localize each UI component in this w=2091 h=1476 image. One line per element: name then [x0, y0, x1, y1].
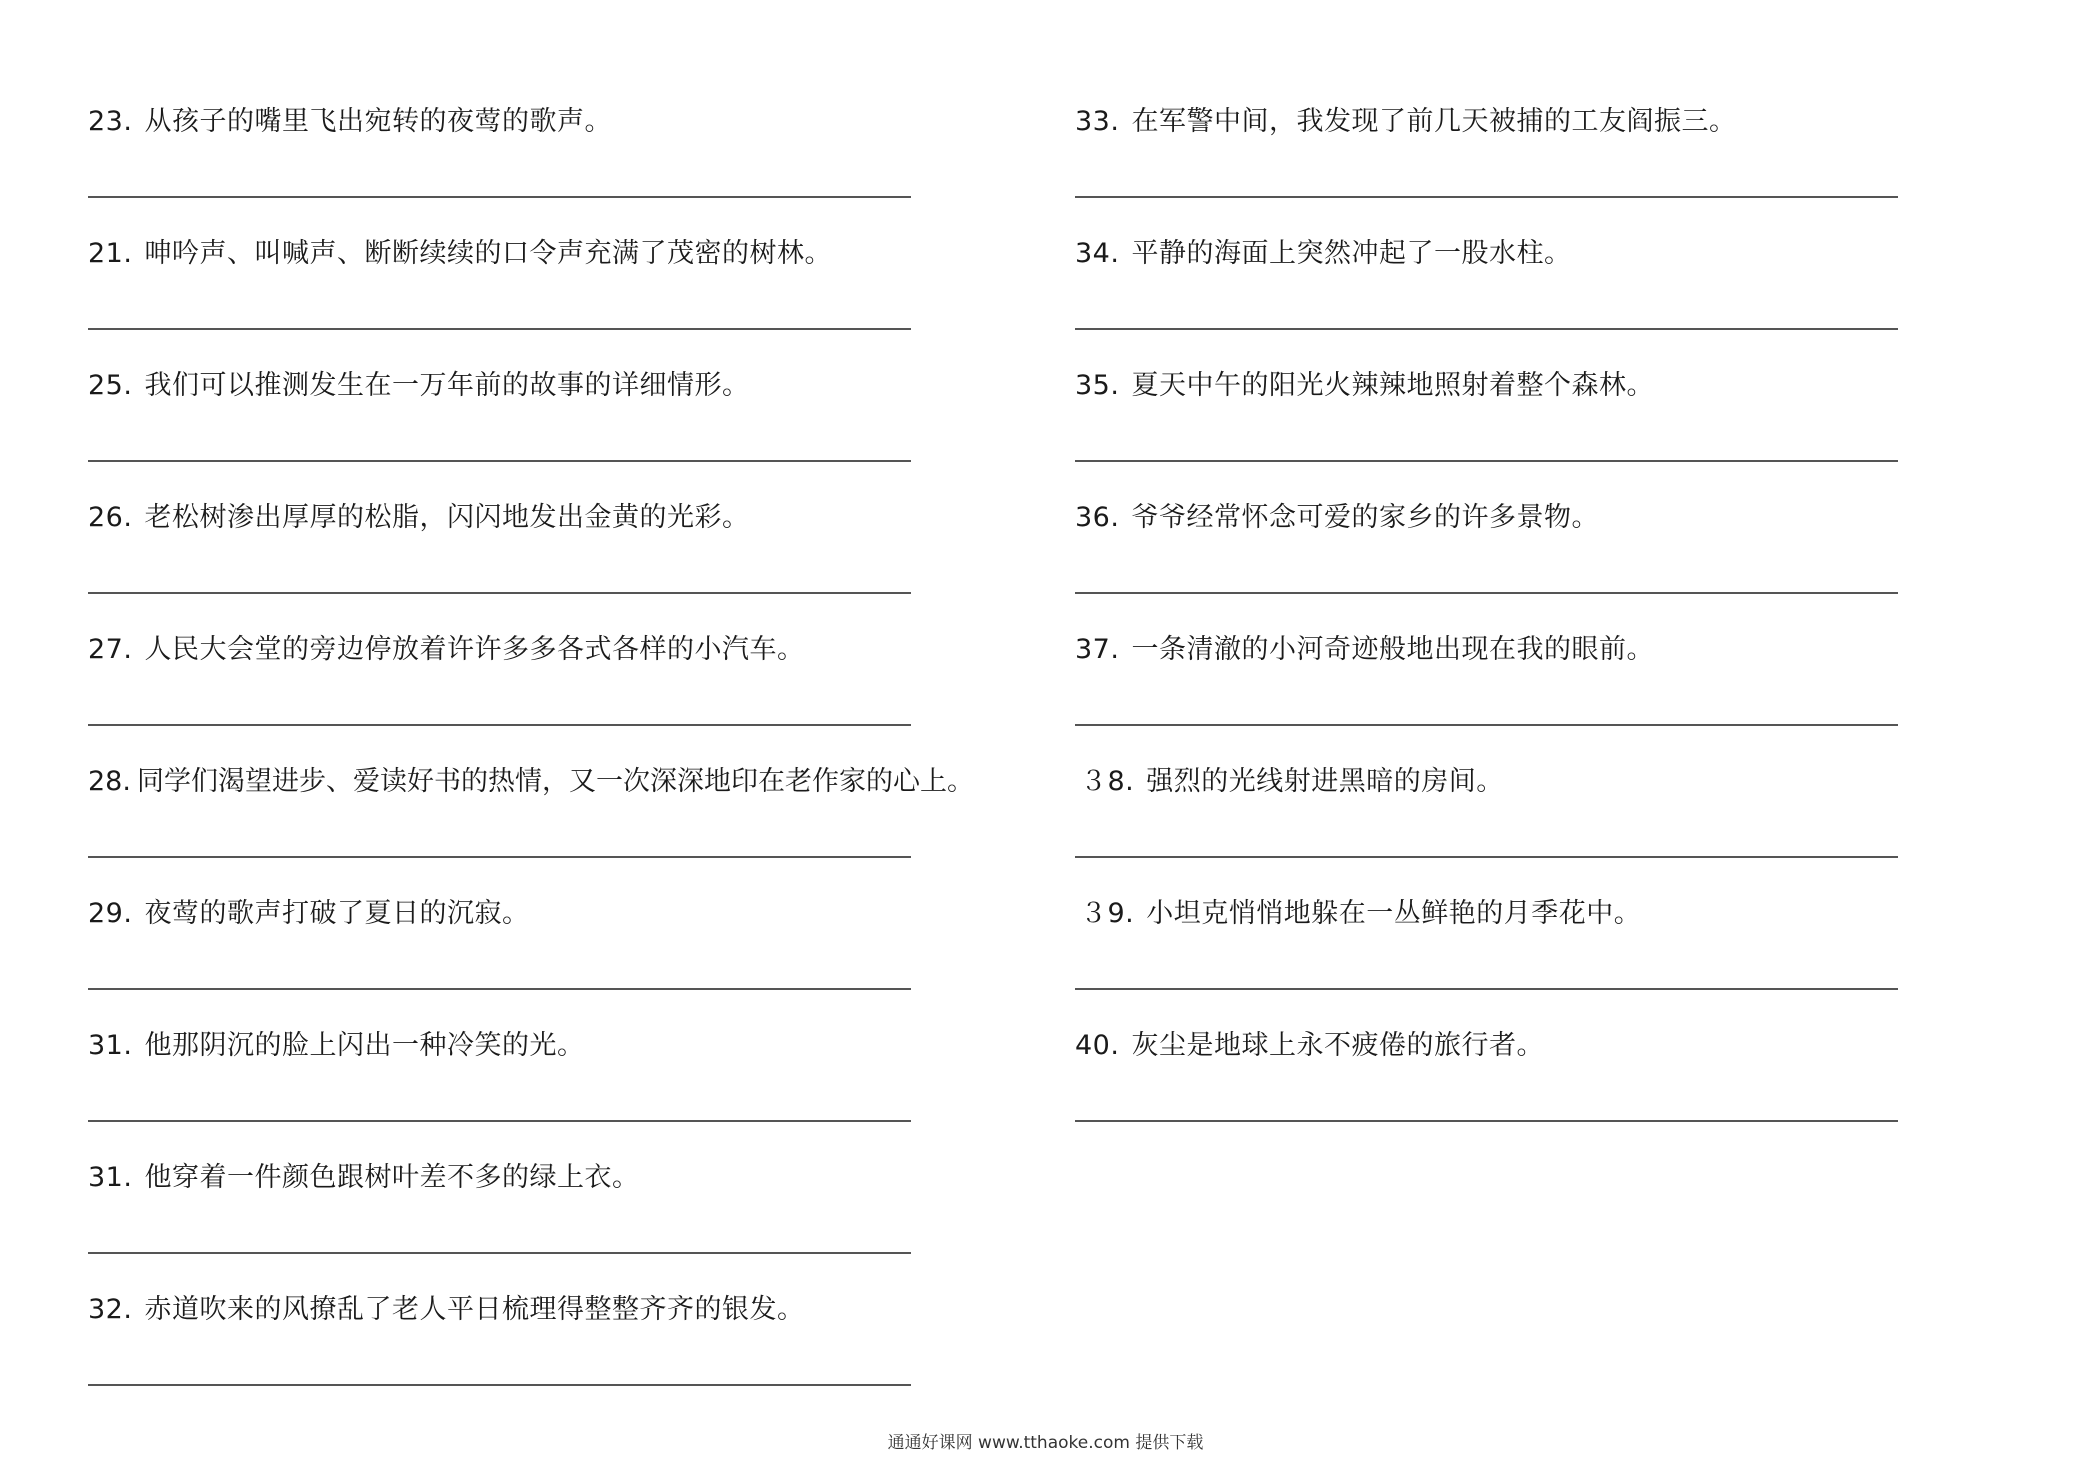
exercise-number: 26.	[88, 502, 133, 533]
sentence-text: 一条清澈的小河奇迹般地出现在我的眼前。	[1131, 634, 1654, 665]
sentence-text: 呻吟声、叫喊声、断断续续的口令声充满了茂密的树林。	[144, 238, 832, 269]
exercise-sentence	[88, 368, 749, 404]
sentence-text: 人民大会堂的旁边停放着许许多多各式各样的小汽车。	[144, 634, 805, 665]
exercise-number: 34.	[1075, 238, 1120, 269]
exercise-sentence	[1080, 764, 1504, 800]
exercise-number: 27.	[88, 634, 133, 665]
exercise-number: 35.	[1075, 370, 1120, 401]
sentence-text: 老松树渗出厚厚的松脂，闪闪地发出金黄的光彩。	[144, 502, 750, 533]
exercise-sentence	[1075, 1028, 1544, 1064]
answer-line[interactable]	[88, 988, 911, 990]
sentence-text: 夜莺的歌声打破了夏日的沉寂。	[144, 898, 530, 929]
exercise-number: 40.	[1075, 1030, 1120, 1061]
sentence-text: 同学们渴望进步、爱读好书的热情，又一次深深地印在老作家的心上。	[136, 766, 974, 797]
exercise-number: 25.	[88, 370, 133, 401]
answer-line[interactable]	[88, 1252, 911, 1254]
sentence-text: 强烈的光线射进黑暗的房间。	[1146, 766, 1504, 797]
answer-line[interactable]	[88, 328, 911, 330]
sentence-text: 小坦克悄悄地躲在一丛鲜艳的月季花中。	[1146, 898, 1642, 929]
exercise-number: 36.	[1075, 502, 1120, 533]
exercise-number: ３9.	[1080, 898, 1135, 929]
answer-line[interactable]	[1075, 856, 1898, 858]
exercise-sentence	[1080, 896, 1641, 932]
exercise-sentence	[1075, 632, 1654, 668]
exercise-number: 33.	[1075, 106, 1120, 137]
exercise-sentence	[88, 1160, 639, 1196]
exercise-number: 37.	[1075, 634, 1120, 665]
exercise-sentence	[88, 764, 974, 800]
exercise-number: 32.	[88, 1294, 133, 1325]
sentence-text: 我们可以推测发生在一万年前的故事的详细情形。	[144, 370, 750, 401]
sentence-text: 爷爷经常怀念可爱的家乡的许多景物。	[1131, 502, 1599, 533]
exercise-number: 21.	[88, 238, 133, 269]
exercise-number: 23.	[88, 106, 133, 137]
answer-line[interactable]	[1075, 196, 1898, 198]
exercise-sentence	[88, 1292, 804, 1328]
answer-line[interactable]	[88, 1120, 911, 1122]
sentence-text: 灰尘是地球上永不疲倦的旅行者。	[1131, 1030, 1544, 1061]
exercise-sentence	[1075, 500, 1599, 536]
exercise-sentence	[1075, 104, 1736, 140]
exercise-sentence	[1075, 368, 1654, 404]
exercise-number: 28.	[88, 766, 131, 797]
answer-line[interactable]	[88, 460, 911, 462]
footer-credit: 通通好课网 www.tthaoke.com 提供下载	[887, 1433, 1204, 1453]
sentence-text: 平静的海面上突然冲起了一股水柱。	[1131, 238, 1572, 269]
answer-line[interactable]	[1075, 592, 1898, 594]
answer-line[interactable]	[88, 592, 911, 594]
answer-line[interactable]	[1075, 460, 1898, 462]
exercise-sentence	[88, 896, 529, 932]
answer-line[interactable]	[88, 856, 911, 858]
answer-line[interactable]	[1075, 988, 1898, 990]
answer-line[interactable]	[88, 1384, 911, 1386]
exercise-sentence	[88, 500, 749, 536]
answer-line[interactable]	[1075, 328, 1898, 330]
exercise-sentence	[88, 104, 612, 140]
sentence-text: 从孩子的嘴里飞出宛转的夜莺的歌声。	[144, 106, 612, 137]
exercise-sentence	[88, 236, 832, 272]
sentence-text: 他那阴沉的脸上闪出一种冷笑的光。	[144, 1030, 585, 1061]
exercise-number: 29.	[88, 898, 133, 929]
exercise-sentence	[1075, 236, 1571, 272]
sentence-text: 在军警中间，我发现了前几天被捕的工友阎振三。	[1131, 106, 1737, 137]
sentence-text: 夏天中午的阳光火辣辣地照射着整个森林。	[1131, 370, 1654, 401]
answer-line[interactable]	[1075, 724, 1898, 726]
answer-line[interactable]	[88, 196, 911, 198]
exercise-sentence	[88, 632, 804, 668]
sentence-text: 赤道吹来的风撩乱了老人平日梳理得整整齐齐的银发。	[144, 1294, 805, 1325]
exercise-number: ３8.	[1080, 766, 1135, 797]
answer-line[interactable]	[88, 724, 911, 726]
exercise-number: 31.	[88, 1030, 133, 1061]
exercise-number: 31.	[88, 1162, 133, 1193]
exercise-sentence	[88, 1028, 584, 1064]
answer-line[interactable]	[1075, 1120, 1898, 1122]
sentence-text: 他穿着一件颜色跟树叶差不多的绿上衣。	[144, 1162, 640, 1193]
